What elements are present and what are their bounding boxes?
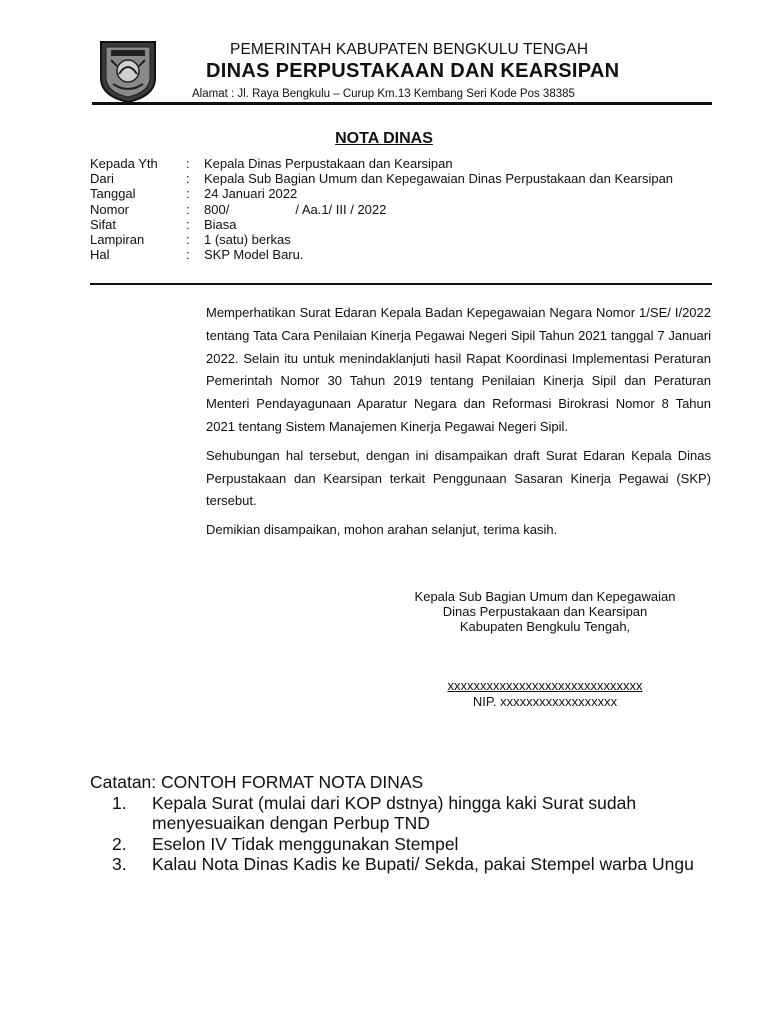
body-paragraph-1: Memperhatikan Surat Edaran Kepala Badan Kepegawaian Negara Nomor 1/SE/ I/2022 tentang Tata Cara Penilaian Kinerja Pegawai Negeri Sipil Tahun 2021 tanggal 7 Januari 2022. Selain itu untuk menindaklanjuti hasil Rapat Koordinasi Implementasi Peraturan Pemerintah Nomor 30 Tahun 2019 tentang Penilaian Kinerja Sipil dan Peraturan Menteri Pendayagunaan Aparatur Negara dan Reformasi Birokrasi Nomor 8 Tahun 2021 tentang Sistem Manajemen Kinerja Pegawai Negeri Sipil. (206, 305, 711, 434)
nomor-suffix: / Aa.1/ III / 2022 (295, 201, 387, 217)
label-kepada: Kepada Yth (90, 156, 158, 171)
colon: : (186, 171, 190, 187)
kop-address: Alamat : Jl. Raya Bengkulu – Curup Km.13 Kembang Seri Kode Pos 38385 (192, 88, 575, 100)
regency-logo-icon (97, 38, 159, 104)
row-tanggal (90, 186, 712, 201)
signature-title: Kepala Sub Bagian Umum dan Kepegawaian (414, 589, 676, 604)
nomor-prefix: 800/ (204, 201, 230, 217)
signature-block (380, 589, 710, 634)
notes-section (90, 772, 730, 875)
list-item (90, 834, 730, 855)
note-number: 2. (112, 833, 127, 854)
label-tanggal: Tanggal (90, 186, 136, 202)
value-dari: Kepala Sub Bagian Umum dan Kepegawaian Dinas Perpustakaan dan Kearsipan (204, 171, 674, 187)
row-dari (90, 171, 712, 186)
note-number: 1. (112, 792, 127, 813)
kop-agency-name: DINAS PERPUSTAKAAN DAN KEARSIPAN (206, 60, 620, 82)
letterhead-divider (92, 102, 712, 105)
signature-agency: Dinas Perpustakaan dan Kearsipan (442, 604, 648, 619)
colon: : (186, 156, 190, 171)
notes-heading: Catatan: CONTOH FORMAT NOTA DINAS (90, 772, 424, 792)
label-hal: Hal (90, 247, 110, 263)
note-text: Kepala Surat (mulai dari KOP dstnya) hingga kaki Surat sudah menyesuaikan dengan Perbup TND (152, 792, 637, 833)
memo-header-table (90, 156, 712, 262)
row-hal (90, 247, 712, 262)
colon: : (186, 247, 190, 263)
value-nomor (204, 202, 712, 217)
label-sifat: Sifat (90, 216, 117, 232)
value-tanggal: 24 Januari 2022 (204, 186, 298, 202)
note-number: 3. (112, 854, 127, 874)
label-lampiran: Lampiran (90, 232, 145, 248)
header-divider (90, 283, 712, 285)
memo-body (206, 302, 711, 548)
body-paragraph-3: Demikian disampaikan, mohon arahan selanjut, terima kasih. (206, 522, 558, 538)
signatory-name: xxxxxxxxxxxxxxxxxxxxxxxxxxxxxx (447, 678, 643, 693)
body-paragraph-2: Sehubungan hal tersebut, dengan ini disampaikan draft Surat Edaran Kepala Dinas Perpustakaan dan Kearsipan terkait Penggunaan Sasaran Kinerja Pegawai (SKP) tersebut. (206, 447, 711, 509)
colon: : (186, 216, 190, 232)
colon: : (186, 232, 190, 248)
value-hal: SKP Model Baru. (204, 247, 304, 263)
list-item (90, 854, 730, 875)
label-nomor: Nomor (90, 201, 130, 217)
label-dari: Dari (90, 171, 114, 187)
row-sifat (90, 217, 712, 232)
note-text: Kalau Nota Dinas Kadis ke Bupati/ Sekda, pakai Stempel warba Ungu (152, 854, 694, 874)
signature-regency: Kabupaten Bengkulu Tengah, (459, 619, 631, 634)
colon: : (186, 201, 190, 217)
notes-list (90, 793, 730, 875)
value-lampiran: 1 (satu) berkas (204, 232, 291, 248)
row-nomor (90, 202, 712, 217)
value-kepada: Kepala Dinas Perpustakaan dan Kearsipan (204, 156, 453, 171)
kop-government-name: PEMERINTAH KABUPATEN BENGKULU TENGAH (230, 41, 589, 58)
row-lampiran (90, 232, 712, 247)
colon: : (186, 186, 190, 202)
row-kepada (90, 156, 712, 171)
note-text: Eselon IV Tidak menggunakan Stempel (152, 833, 459, 854)
signatory-nip: NIP. xxxxxxxxxxxxxxxxxx (472, 694, 618, 709)
document-title: NOTA DINAS (335, 130, 433, 147)
list-item (90, 793, 730, 834)
value-sifat: Biasa (204, 216, 237, 232)
